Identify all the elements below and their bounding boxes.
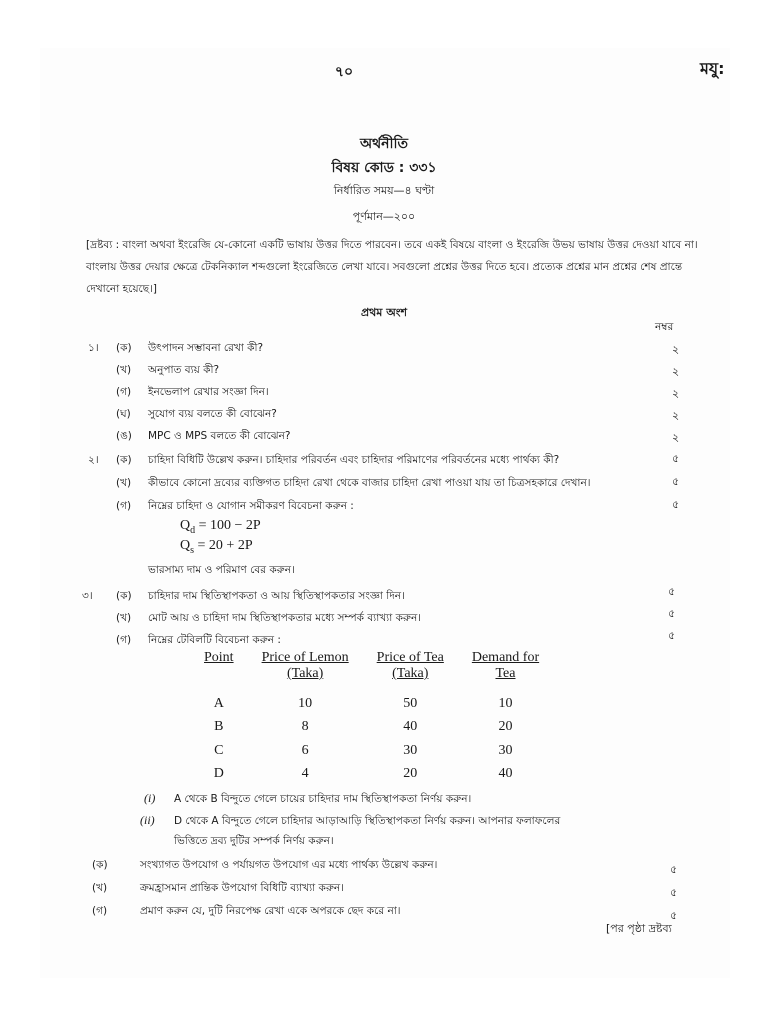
sub-label: (গ) [116, 634, 132, 646]
full-marks: পূর্ণমান—২০০ [352, 210, 416, 223]
question-mark: ৫ [672, 452, 680, 465]
question-text: A থেকে B বিন্দুতে গেলে চায়ের চাহিদার দাম স্থিতিস্থাপকতা নির্ণয় করুন। [174, 793, 472, 805]
question-number: ৩। [82, 590, 93, 602]
price-demand-table [190, 650, 553, 786]
question-text: চাহিদার দাম স্থিতিস্থাপকতা ও আয় স্থিতিস্থাপকতার সংজ্ঞা দিন। [148, 590, 405, 602]
question-text: ক্রমহ্রাসমান প্রান্তিক উপযোগ বিধিটি ব্যাখ্যা করুন। [140, 882, 344, 894]
marks-column-header: নম্বর [655, 321, 674, 333]
corner-text: মযু: [700, 59, 725, 78]
subject-code: বিষয় কোড : ৩৩১ [331, 160, 437, 176]
table-cell: 8 [301, 719, 309, 735]
question-text: ভিত্তিতে দ্রব্য দুটির সম্পর্ক নির্ণয় করুন। [174, 835, 334, 847]
table-cell: 40 [498, 766, 513, 782]
question-mark: ৫ [670, 863, 678, 876]
sub-label: (ক) [116, 342, 132, 354]
sub-label: (খ) [116, 612, 132, 624]
table-cell: 30 [403, 742, 418, 758]
sub-part-label: (i) [144, 791, 156, 805]
sub-label: (খ) [116, 477, 132, 489]
question-text: নিম্নের চাহিদা ও যোগান সমীকরণ বিবেচনা করুন : [148, 500, 354, 512]
sub-label: (ঙ) [116, 430, 132, 442]
sub-label: (খ) [116, 364, 132, 376]
question-text: উৎপাদন সম্ভাবনা রেখা কী? [148, 342, 264, 354]
table-row [190, 692, 553, 716]
sub-label: (গ) [116, 500, 132, 512]
column-header: Price of Tea (Taka) [376, 650, 444, 681]
question-text: সুযোগ ব্যয় বলতে কী বোঝেন? [148, 408, 277, 420]
instructions: [দ্রষ্টব্য : বাংলা অথবা ইংরেজি যে-কোনো একটি ভাষায় উত্তর দিতে পারবেন। তবে একই বিষয়ে বাংলা ও ইংরেজি উভয় ভাষায় উত্তর দেওয়া যাবে না। বাংলায় উত্তর দেয়ার ক্ষেত্রে টেকনিক্যাল শব্দগুলো ইংরেজিতে লেখা যাবে। সবগুলো প্রশ্নের উত্তর দিতে হবে। প্রত্যেক প্রশ্নের মান প্রশ্নের শেষ প্রান্তে দেখানো হয়েছে।] [86, 239, 698, 295]
question-mark: ২ [672, 409, 680, 422]
question-text: ইনভেলাপ রেখার সংজ্ঞা দিন। [148, 386, 269, 398]
table-cell: D [213, 766, 224, 782]
question-text: D থেকে A বিন্দুতে গেলে চাহিদার আড়াআড়ি স্থিতিস্থাপকতা নির্ণয় করুন। আপনার ফলাফলের [174, 815, 561, 827]
question-mark: ৫ [672, 475, 680, 488]
question-mark: ৫ [670, 886, 678, 899]
question-text: ভারসাম্য দাম ও পরিমাণ বের করুন। [148, 564, 295, 576]
table-cell: 6 [301, 742, 309, 758]
table-cell: 4 [301, 766, 309, 782]
sub-label: (গ) [92, 905, 108, 917]
table-cell: C [214, 742, 224, 758]
table-cell: 10 [498, 695, 513, 711]
question-number: ১। [88, 342, 99, 354]
table-cell: A [213, 695, 224, 711]
question-mark: ৫ [668, 585, 676, 598]
question-mark: ৫ [668, 607, 676, 620]
sub-label: (ক) [116, 454, 132, 466]
question-mark: ৫ [668, 629, 676, 642]
demand-equation: $Q_d = 100 - 2P$ [180, 518, 261, 536]
question-text: মোট আয় ও চাহিদা দাম স্থিতিস্থাপকতার মধ্যে সম্পর্ক ব্যাখ্যা করুন। [148, 612, 422, 624]
question-text: অনুপাত ব্যয় কী? [148, 364, 220, 376]
question-text: সংখ্যাগত উপযোগ ও পর্যায়গত উপযোগ এর মধ্যে পার্থক্য উল্লেখ করুন। [140, 859, 438, 871]
table-row [190, 739, 553, 763]
table-header-row [190, 650, 553, 682]
question-text: প্রমাণ করুন যে, দুটি নিরপেক্ষ রেখা একে অপরকে ছেদ করে না। [140, 905, 401, 917]
question-mark: ২ [672, 431, 680, 444]
question-mark: ৫ [670, 909, 678, 922]
table-cell: 10 [298, 695, 313, 711]
table-row [190, 716, 553, 740]
table-cell: B [214, 719, 224, 735]
sub-label: (খ) [92, 882, 108, 894]
table-cell: 40 [403, 719, 418, 735]
question-mark: ২ [672, 387, 680, 400]
question-text: MPC ও MPS বলতে কী বোঝেন? [148, 430, 291, 442]
table-cell: 20 [498, 719, 513, 735]
sub-label: (ঘ) [116, 408, 131, 420]
section-heading: প্রথম অংশ [360, 306, 408, 319]
sub-label: (গ) [116, 386, 132, 398]
question-mark: ২ [672, 365, 680, 378]
sub-part-label: (ii) [140, 813, 155, 827]
next-page-note: [পর পৃষ্ঠা দ্রষ্টব্য [606, 922, 672, 935]
supply-equation: $Q_s = 20 + 2P$ [180, 538, 253, 556]
question-number: ২। [88, 454, 99, 466]
sub-label: (ক) [92, 859, 108, 871]
column-header: Price of Lemon (Taka) [261, 650, 349, 681]
question-text: কীভাবে কোনো দ্রব্যের ব্যক্তিগত চাহিদা রেখা থেকে বাজার চাহিদা রেখা পাওয়া যায় তা চিত্রসহকারে দেখান। [148, 477, 591, 489]
question-text: নিম্নের টেবিলটি বিবেচনা করুন : [148, 634, 281, 646]
question-mark: ২ [672, 343, 680, 356]
page-number: ৭০ [334, 64, 354, 80]
time-allowed: নির্ধারিত সময়—৪ ঘণ্টা [333, 184, 435, 197]
table-cell: 30 [498, 742, 513, 758]
sub-label: (ক) [116, 590, 132, 602]
column-header: Point [204, 650, 234, 665]
table-row [190, 763, 553, 787]
question-text: চাহিদা বিধিটি উল্লেখ করুন। চাহিদার পরিবর্তন এবং চাহিদার পরিমাণের পরিবর্তনের মধ্যে পার্থক্য কী? [148, 454, 560, 466]
subject-title: অর্থনীতি [359, 136, 409, 152]
column-header: Demand for Tea [471, 650, 540, 681]
table-cell: 50 [403, 695, 418, 711]
question-mark: ৫ [672, 498, 680, 511]
table-cell: 20 [403, 766, 418, 782]
